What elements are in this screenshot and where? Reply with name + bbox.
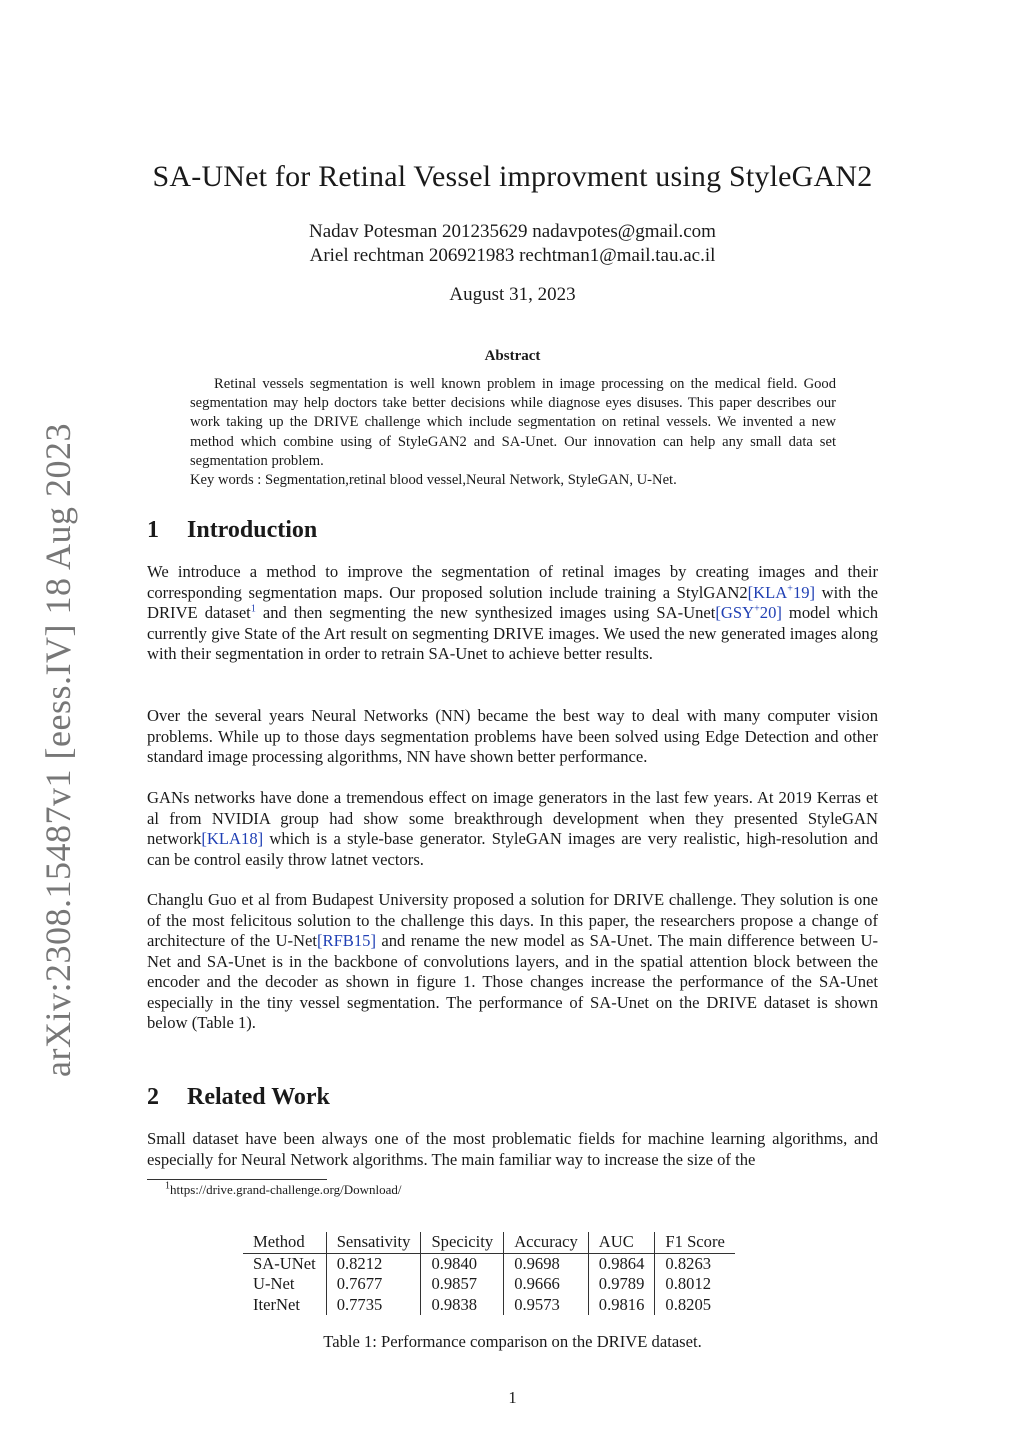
- text-run: Changlu Guo et al from Budapest University proposed a solution for DRIVE challenge. They solution is one of the most felicitous solution to the challenge this days. In this paper, the researchers propose a change of architecture of the U-Net: [147, 890, 878, 950]
- section-heading-related-work: [147, 1084, 330, 1111]
- intro-paragraph-3: [147, 788, 878, 870]
- table-row: [243, 1274, 735, 1295]
- table-cell: U-Net: [253, 1274, 295, 1294]
- section-heading-introduction: [147, 517, 317, 544]
- column-header: AUC: [588, 1232, 655, 1253]
- citation-text: [KLA: [747, 582, 788, 602]
- table-cell: 0.9698: [504, 1253, 589, 1274]
- table-cell: SA-UNet: [253, 1253, 316, 1273]
- table-cell: 0.8263: [655, 1253, 735, 1274]
- arxiv-identifier-stamp: [33, 423, 83, 1077]
- text-run: model which currently give State of the Art result on segmenting DRIVE images. We used the new generated images along with their segmentation in order to retrain SA-Unet to achieve better results.: [147, 603, 878, 663]
- table-cell: 0.9838: [421, 1295, 504, 1316]
- table-cell: 0.9666: [504, 1274, 589, 1295]
- table-cell: 0.8205: [655, 1295, 735, 1316]
- intro-paragraph-1: [147, 562, 878, 665]
- column-header: Sensativity: [326, 1232, 421, 1253]
- citation-link[interactable]: [RFB15]: [316, 931, 376, 950]
- column-header: Method: [243, 1232, 326, 1253]
- section-title: Related Work: [187, 1084, 330, 1110]
- table-cell: 0.7735: [326, 1295, 421, 1316]
- paper-title: SA-UNet for Retinal Vessel improvment using StyleGAN2: [152, 160, 873, 193]
- footnote-url[interactable]: https://drive.grand-challenge.org/Download/: [170, 1182, 402, 1197]
- abstract-body: [190, 375, 836, 490]
- performance-table: [243, 1232, 735, 1315]
- table-header-row: [243, 1232, 735, 1253]
- citation-text: 20]: [759, 603, 782, 622]
- table-cell: 0.9857: [421, 1274, 504, 1295]
- table-cell: 0.9840: [421, 1253, 504, 1274]
- abstract-keywords: Key words : Segmentation,retinal blood vessel,Neural Network, StyleGAN, U-Net.: [190, 472, 677, 489]
- table-cell: 0.9789: [588, 1274, 655, 1295]
- section-title: Introduction: [187, 517, 318, 543]
- table-cell: 0.7677: [326, 1274, 421, 1295]
- author-line: Nadav Potesman 201235629 nadavpotes@gmail.com: [309, 221, 716, 242]
- column-header: Specicity: [421, 1232, 504, 1253]
- column-header: Accuracy: [504, 1232, 589, 1253]
- intro-paragraph-2: Over the several years Neural Networks (NN) became the best way to deal with many computer vision problems. While up to those days segmentation problems have been solved using Edge Detection and other standard image processing algorithms, NN have shown better performance.: [147, 706, 878, 766]
- citation-text: [GSY: [715, 603, 755, 622]
- text-run: and rename the new model as SA-Unet. The main difference between U-Net and SA-Unet is in the backbone of convolutions layers, and in the spatial attention block between the encoder and the decoder as shown in figure 1. Those changes increase the performance of the SA-Unet especially in the tiny vessel segmentation. The performance of SA-Unet on the DRIVE dataset is shown below (Table 1).: [147, 931, 878, 1032]
- author-block: [147, 220, 878, 268]
- author-line: Ariel rechtman 206921983 rechtman1@mail.tau.ac.il: [309, 245, 716, 266]
- intro-paragraph-4: [147, 890, 878, 1034]
- table-cell: IterNet: [253, 1294, 300, 1314]
- abstract-text: Retinal vessels segmentation is well known problem in image processing on the medical field. Good segmentation may help doctors take better decisions while diagnose eyes disuses. This paper describes our work taking up the DRIVE challenge which include segmentation on retinal vessels. We invented a new method which combine using of StyleGAN2 and SA-Unet. Our innovation can help any small data set segmentation problem.: [190, 376, 836, 469]
- table-row: [243, 1295, 735, 1316]
- footnote-marker[interactable]: 1: [250, 603, 256, 615]
- related-paragraph-1: Small dataset have been always one of the most problematic fields for machine learning algorithms, and especially for Neural Network algorithms. The main familiar way to increase the size of the: [147, 1129, 878, 1169]
- citation-sup: +: [754, 603, 760, 615]
- paper-date: August 31, 2023: [449, 284, 576, 305]
- table-caption: Table 1: Performance comparison on the DRIVE dataset.: [323, 1332, 702, 1351]
- table-cell: 0.9573: [504, 1295, 589, 1316]
- column-header: F1 Score: [655, 1232, 735, 1253]
- page-number: 1: [508, 1388, 517, 1407]
- table-cell: 0.9864: [588, 1253, 655, 1274]
- table-cell: 0.9816: [588, 1295, 655, 1316]
- abstract-heading: Abstract: [484, 348, 541, 364]
- citation-sup: +: [787, 582, 793, 594]
- text-run: We introduce a method to improve the segmentation of retinal images by creating images and their corresponding segmentation maps. Our proposed solution include training a StylGAN2: [147, 562, 878, 602]
- citation-text: 19]: [792, 582, 816, 602]
- section-number: 2: [147, 1084, 159, 1110]
- text-run: with the DRIVE dataset: [147, 582, 878, 622]
- text-run: and then segmenting the new synthesized images using SA-Unet: [255, 603, 716, 622]
- text-run: GANs networks have done a tremendous effect on image generators in the last few years. At 2019 Kerras et al from NVIDIA group had show some breakthrough development when they presented StyleGAN network: [147, 788, 878, 848]
- footnote: [165, 1182, 402, 1198]
- table-row: [243, 1253, 735, 1274]
- citation-link[interactable]: [KLA18]: [201, 829, 264, 848]
- footnote-rule: [147, 1179, 327, 1180]
- text-run: which is a style-base generator. StyleGAN images are very realistic, high-resolution and can be control easily throw latnet vectors.: [147, 829, 878, 869]
- citation-link[interactable]: [715, 603, 782, 622]
- section-number: 1: [147, 517, 159, 543]
- table-cell: 0.8212: [326, 1253, 421, 1274]
- citation-link[interactable]: [748, 583, 815, 602]
- arxiv-id-text: arXiv:2308.15487v1 [eess.IV] 18 Aug 2023: [38, 423, 78, 1077]
- table-cell: 0.8012: [655, 1274, 735, 1295]
- footnote-number: 1: [165, 1180, 170, 1192]
